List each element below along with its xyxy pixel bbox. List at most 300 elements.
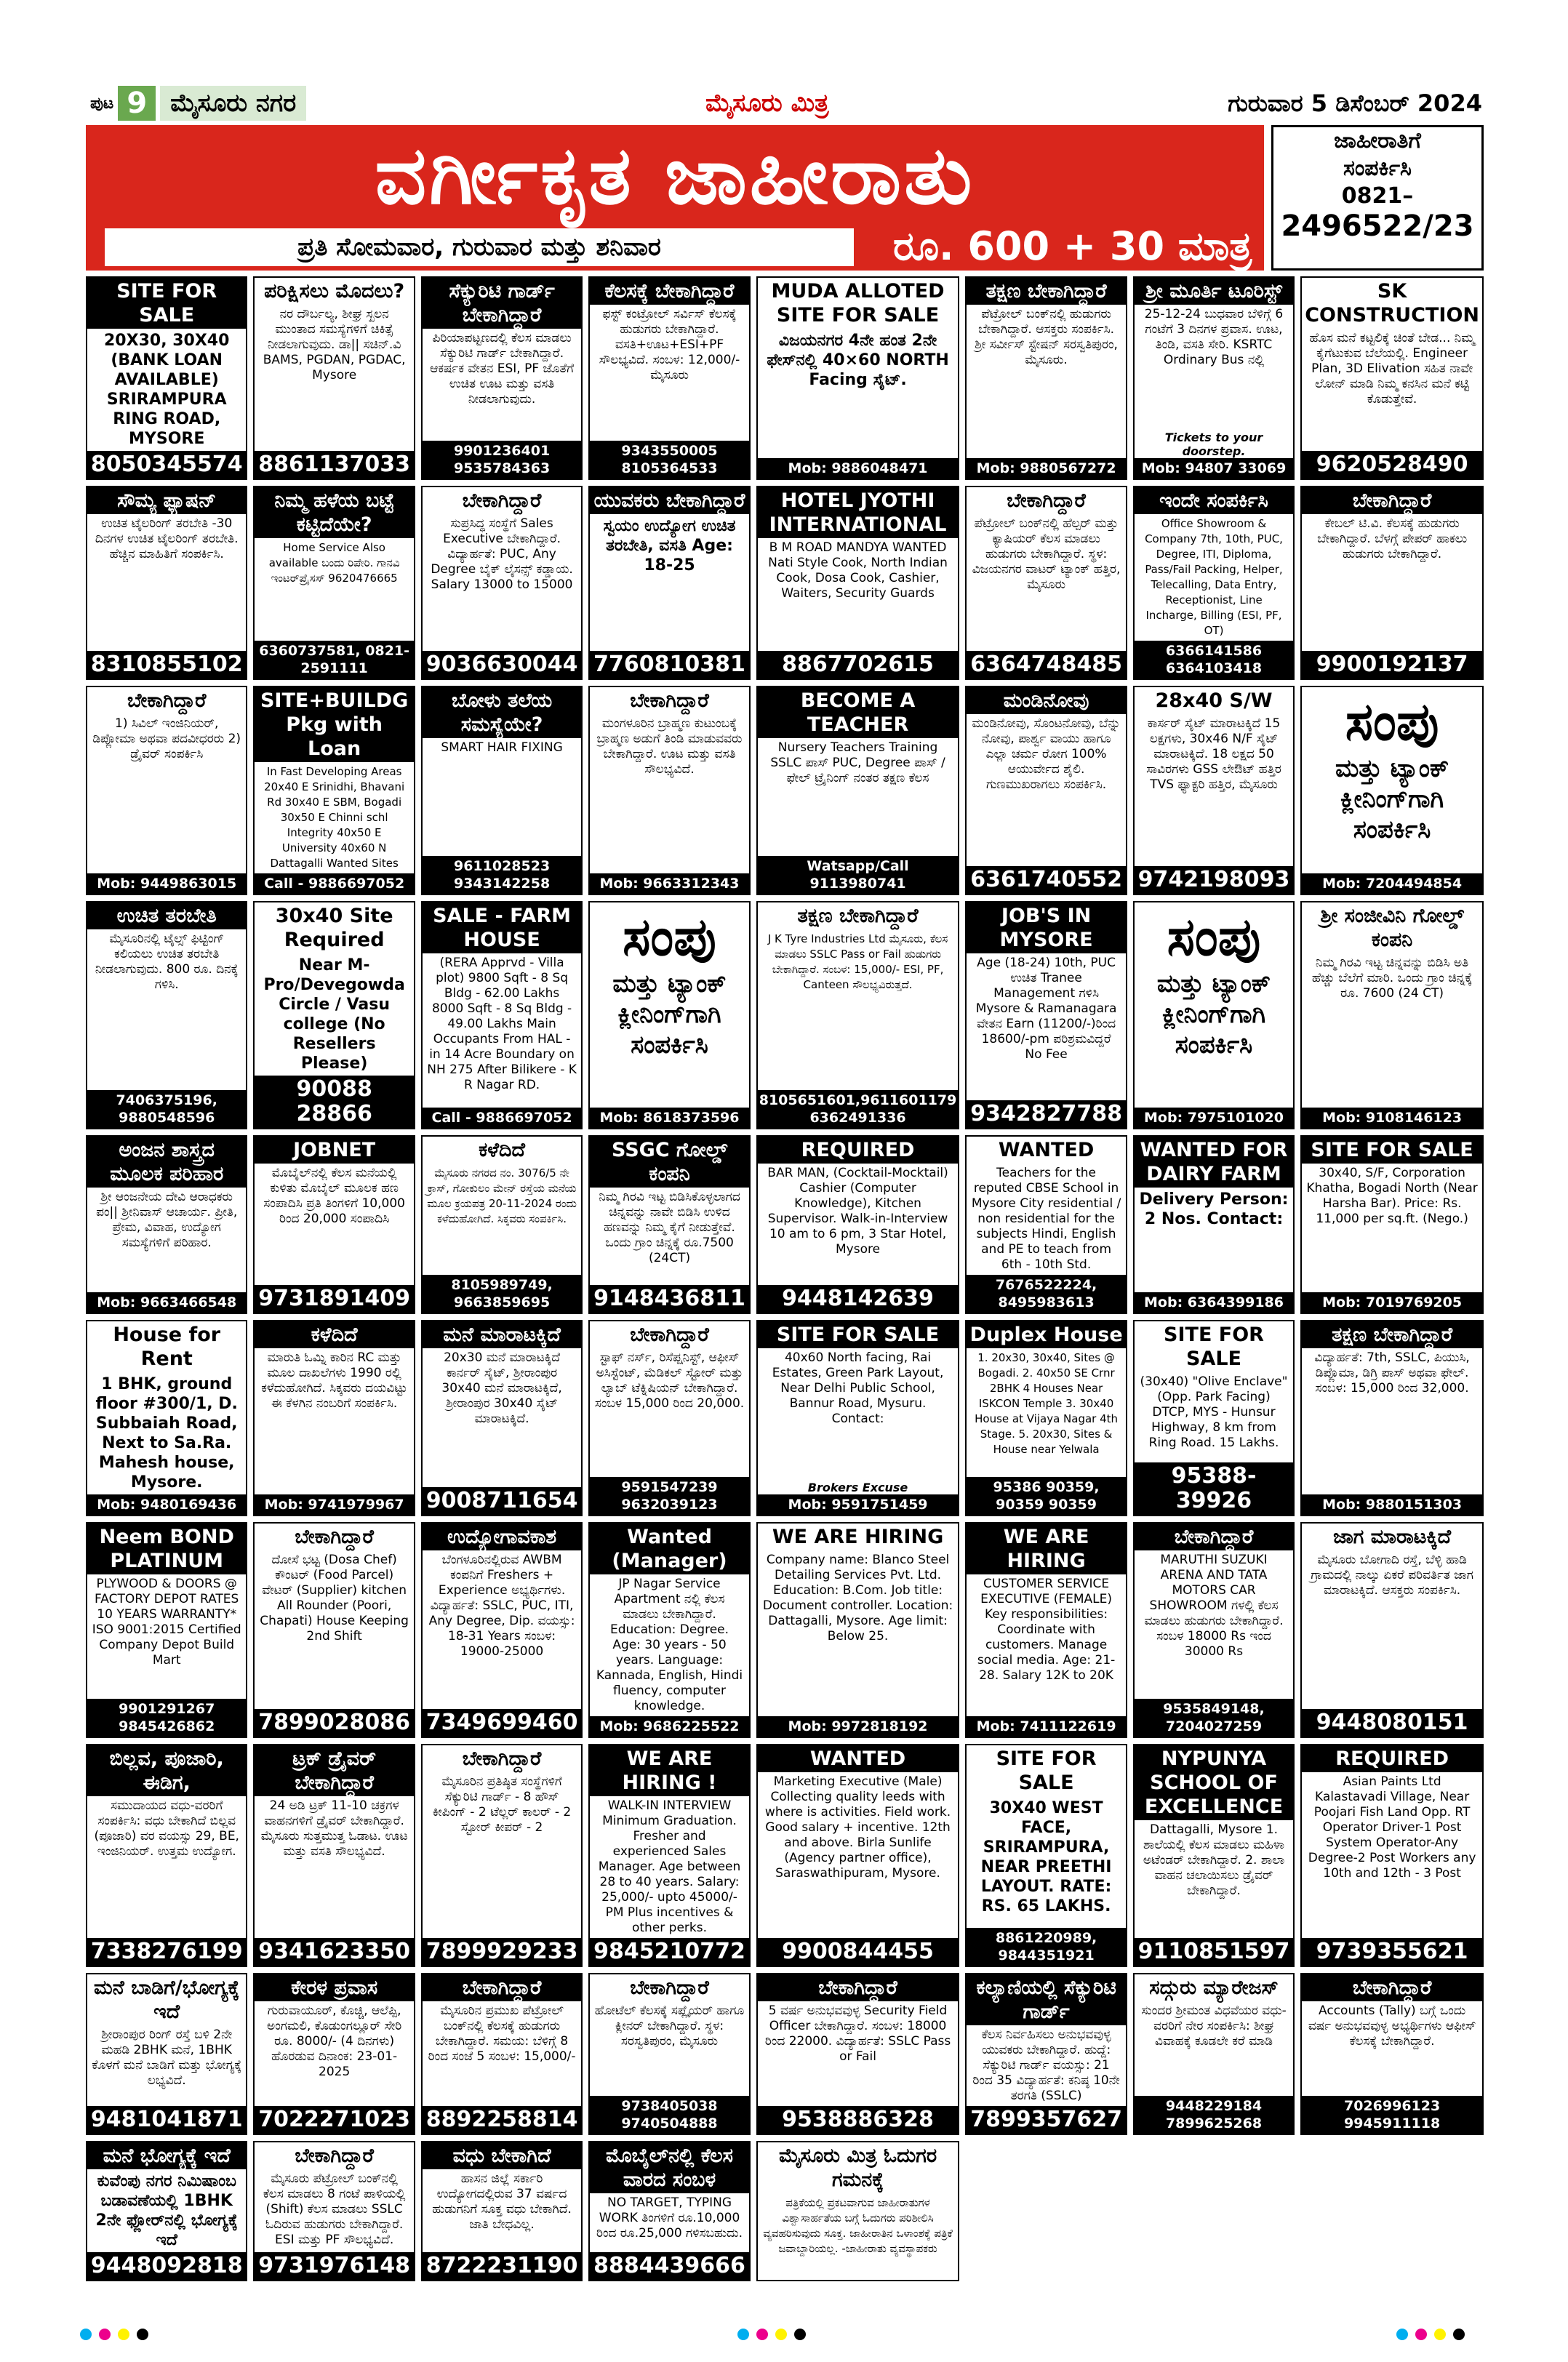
ad-body: 1 BHK, ground floor #300/1, D. Subbaiah Road, Next to Sa.Ra. Mahesh house, Mysore. <box>95 1375 238 1492</box>
classified-ad <box>421 486 583 680</box>
ad-sumpu-title: ಸಂಪು <box>1345 691 1439 752</box>
ad-body: ಶ್ರೀರಾಂಪುರ ರಿಂಗ್ ರಸ್ತೆ ಬಳಿ 2ನೇ ಮಹಡಿ 2BHK ಮನೆ, 1BHK ಕೊಳಗೆ ಮನೆ ಬಾಡಿಗೆ ಮತ್ತು ಭೋಗ್ಯಕ್ಕೆ ಲಭ್ಯವಿದೆ. <box>92 2027 242 2088</box>
ad-heading: ಕಲ್ಯಾಣಿಯಲ್ಲಿ ಸೆಕ್ಯುರಿಟಿ ಗಾರ್ಡ್ <box>967 1974 1125 2025</box>
page-indicator <box>86 86 306 121</box>
ad-heading: ಶ್ರೀ ಮೂರ್ತಿ ಟೂರಿಸ್ಟ್ <box>1135 278 1293 305</box>
ad-body: ಫಸ್ಟ್ ಕಂಟ್ರೋಲ್ ಸರ್ವಿಸ್ ಕೆಲಸಕ್ಕೆ ಹುಡುಗರು ಬೇಕಾಗಿದ್ದಾರೆ. ವಸತಿ+ಊಟ+ESI+PF ಸೌಲಭ್ಯವಿದೆ. ಸಂಬಳ: 12,000/- ಮೈಸೂರು <box>599 307 740 383</box>
ad-body: PLYWOOD & DOORS @ FACTORY DEPOT RATES 10 YEARS WARRANTY* ISO 9001:2015 Certified Company Depot Build Mart <box>92 1577 241 1668</box>
ad-phone: 7760810381 <box>590 651 748 678</box>
classified-ad <box>1133 276 1295 480</box>
ad-phone: 9620528490 <box>1302 451 1482 479</box>
ad-heading: ಬೇಕಾಗಿದ್ದಾರೆ <box>1135 1524 1293 1550</box>
ad-body: 30x40, S/F, Corporation Khatha, Bogadi North (Near Harsha Bar). Price: Rs. 11,000 per sq.ft. (Nego.) <box>1306 1166 1478 1226</box>
price-text: ರೂ. 600 + 30 ಮಾತ್ರ <box>893 223 1252 269</box>
paper-logo: ಮೈಸೂರು ಮಿತ್ರ <box>705 89 829 118</box>
classified-ad <box>1300 686 1484 895</box>
ad-heading: SITE+BUILDG Pkg with Loan <box>255 687 413 762</box>
classified-ad <box>965 901 1127 1129</box>
classified-ad <box>588 486 750 680</box>
ad-body: ಕೆಲಸ ನಿರ್ವಹಿಸಲು ಅನುಭವವುಳ್ಳ ಯುವಕರು ಬೇಕಾಗಿದ್ದಾರೆ. ಹುದ್ದೆ: ಸೆಕ್ಯುರಿಟಿ ಗಾರ್ಡ್ ವಯಸ್ಸು: 21 ರಿಂದ 35 ವಿದ್ಯಾರ್ಹತೆ: ಕನಿಷ್ಠ 10ನೇ ತರಗತಿ (SSLC) <box>972 2027 1120 2103</box>
classified-ad <box>756 1135 960 1314</box>
ad-phone: 9342827788 <box>967 1100 1125 1128</box>
classified-ad <box>253 1135 415 1314</box>
issue-date: ಗುರುವಾರ 5 ಡಿಸೆಂಬರ್ 2024 <box>1228 89 1482 117</box>
ad-phone: 8050345574 <box>87 451 246 479</box>
ad-heading: ಕಳೆದಿದೆ <box>479 1139 525 1161</box>
ad-heading: ಮನೆ ಬಾಡಿಗೆ/ಭೋಗ್ಯಕ್ಕೆ ಇದೆ <box>94 1977 240 2023</box>
classified-ad <box>253 901 415 1129</box>
classified-ad <box>421 276 583 480</box>
ad-phone: 9742198093 <box>1135 866 1293 894</box>
ad-body: 24 ಅಡಿ ಟ್ರಕ್ 11-10 ಚಕ್ರಗಳ ವಾಹನಗಳಿಗೆ ಡ್ರೈವರ್ ಬೇಕಾಗಿದ್ದಾರೆ. ಮೈಸೂರು ಸುತ್ತಮುತ್ತ ಓಡಾಟ. ಊಟ ಮತ್ತು ವಸತಿ ಸೌಲಭ್ಯವಿದೆ. <box>260 1798 408 1859</box>
classified-ad <box>1133 686 1295 895</box>
schedule-text: ಪ್ರತಿ ಸೋಮವಾರ, ಗುರುವಾರ ಮತ್ತು ಶನಿವಾರ <box>105 228 854 266</box>
ad-body: ಮೊಬೈಲ್‌ನಲ್ಲಿ ಕೆಲಸ ಮನೆಯಲ್ಲಿ ಕುಳಿತು ಮೊಬೈಲ್ ಮೂಲಕ ಹಣ ಸಂಪಾದಿಸಿ ಪ್ರತಿ ತಿಂಗಳಿಗೆ 10,000 ರಿಂದ 20,000 ಸಂಪಾದಿಸಿ <box>263 1166 405 1226</box>
classified-ad <box>1300 1744 1484 1967</box>
ad-body <box>1135 902 1293 1108</box>
ad-note: Tickets to your doorstep. <box>1164 431 1263 458</box>
ad-heading: ಬೇಕಾಗಿದ್ದಾರೆ <box>630 1324 709 1346</box>
color-dot-yellow <box>775 2329 787 2340</box>
ad-heading: Duplex House <box>967 1321 1125 1348</box>
ad-phone: 9448080151 <box>1302 1709 1482 1737</box>
color-dot-yellow <box>1434 2329 1446 2340</box>
page-title: ವರ್ಗೀಕೃತ ಜಾಹೀರಾತು <box>375 129 975 222</box>
ad-body: BAR MAN, (Cocktail-Mocktail) Cashier (Computer Knowledge), Kitchen Supervisor. Walk-in-Interview 10 am to 6 pm, 3 Star Hotel, Mysore <box>767 1166 948 1257</box>
classified-ad <box>1133 1744 1295 1967</box>
ad-body: ಪಿರಿಯಾಪಟ್ಟಣದಲ್ಲಿ ಕೆಲಸ ಮಾಡಲು ಸೆಕ್ಯುರಿಟಿ ಗಾರ್ಡ್ ಬೇಕಾಗಿದ್ದಾರೆ. ಆಕರ್ಷಕ ವೇತನ ESI, PF ಜೊತೆಗೆ ಉಚಿತ ಊಟ ಮತ್ತು ವಸತಿ ನೀಡಲಾಗುವುದು. <box>430 331 575 407</box>
ad-phone: 9900844455 <box>758 1938 959 1966</box>
ad-phone: Mob: 9972818192 <box>758 1716 959 1737</box>
contact-number: 2496522/23 <box>1281 209 1474 243</box>
page-number: 9 <box>118 86 156 121</box>
ad-body: ನರ ದೌರ್ಬಲ್ಯ, ಶೀಘ್ರ ಸ್ಖಲನ ಮುಂತಾದ ಸಮಸ್ಯೆಗಳಿಗೆ ಚಿಕಿತ್ಸೆ ನೀಡಲಾಗುವುದು. ಡಾ|| ಸಚಿನ್.ವಿ BAMS, PGDAN, PGDAC, Mysore <box>263 307 406 383</box>
ad-phone: 8722231190 <box>423 2252 581 2280</box>
ad-heading: ಸೌಮ್ಯ ಫ್ಯಾಷನ್ <box>87 487 246 514</box>
ad-phone: Mob: 9880567272 <box>967 458 1125 479</box>
classified-ad <box>253 1522 415 1738</box>
ad-phone: Mob: 7019769205 <box>1302 1292 1482 1313</box>
contact-box <box>1271 125 1484 271</box>
classified-ad <box>86 1320 247 1516</box>
ad-phone: 9448142639 <box>758 1285 959 1313</box>
ad-heading: 28x40 S/W <box>1155 689 1273 712</box>
ad-heading: NYPUNYA SCHOOL OF EXCELLENCE <box>1135 1745 1293 1820</box>
ad-phone: Mob: 9591751459 <box>758 1494 959 1515</box>
ad-phone: 9481041871 <box>87 2106 246 2134</box>
ad-phone: Mob: 9663466548 <box>87 1292 246 1313</box>
ad-body: ಮೈಸೂರು ನಗರದ ನಂ. 3076/5 ನೇ ಕ್ರಾಸ್, ಗೋಕುಲಂ ಮೇನ್ ರಸ್ತೆಯ ಮನೆಯ ಮೂಲ ಕ್ರಯಪತ್ರ 20-11-2024 ರಂದು ಕಳೆದುಹೋಗಿದೆ. ಸಿಕ್ಕವರು ಸಂಪರ್ಕಿಸಿ. <box>427 1166 577 1225</box>
contact-line1: ಜಾಹೀರಾತಿಗೆ <box>1334 128 1421 153</box>
ad-sumpu-sub: ಮತ್ತು ಟ್ಯಾಂಕ್ ಕ್ಲೀನಿಂಗ್‌ಗಾಗಿ ಸಂಪರ್ಕಿಸಿ <box>612 969 727 1060</box>
classified-ad <box>756 1522 960 1738</box>
ad-body: 20X30, 30X40 (BANK LOAN AVAILABLE) SRIRAMPURA RING ROAD, MYSORE <box>104 332 230 448</box>
classified-ad <box>965 1135 1127 1314</box>
ad-heading: 30x40 Site Required <box>275 905 393 951</box>
color-dot-black <box>1453 2329 1465 2340</box>
ad-body: Home Service Also available ಬಂದು ರಿಪೇರಿ. ಗಾನವಿ ಇಂಟರ್‌ಪ್ರೈಸಸ್ 9620476665 <box>268 541 400 585</box>
classified-ad <box>253 1320 415 1516</box>
ad-heading: ತಕ್ಷಣ ಬೇಕಾಗಿದ್ದಾರೆ <box>967 278 1125 305</box>
ad-body: ಪೆಟ್ರೋಲ್ ಬಂಕ್‌ನಲ್ಲಿ ಹುಡುಗರು ಬೇಕಾಗಿದ್ದಾರೆ. ಆಸಕ್ತರು ಸಂಪರ್ಕಿಸಿ. ಶ್ರೀ ಸರ್ವೀಸ್ ಸ್ಟೇಷನ್ ಸರಸ್ವತಿಪುರಂ, ಮೈಸೂರು. <box>975 307 1118 367</box>
classified-ad <box>588 686 750 895</box>
ad-phone: 8867702615 <box>758 651 959 678</box>
classified-ad <box>1300 1973 1484 2135</box>
ad-heading: ಮನೆ ಮಾರಾಟಕ್ಕಿದೆ <box>423 1321 581 1348</box>
classified-ad <box>253 1744 415 1967</box>
ad-body: ಮೈಸೂರಿನ ಪ್ರಮುಖ ಪೆಟ್ರೋಲ್ ಬಂಕ್‌ನಲ್ಲಿ ಕೆಲಸಕ್ಕೆ ಹುಡುಗರು ಬೇಕಾಗಿದ್ದಾರೆ. ಸಮಯ: ಬೆಳಿಗ್ಗೆ 8 ರಿಂದ ಸಂಜೆ 5 ಸಂಬಳ: 15,000/- <box>428 2003 576 2064</box>
ad-heading: JOBNET <box>255 1137 413 1164</box>
ad-body: ದೋಸೆ ಭಟ್ಟ (Dosa Chef) ಕೌಂಟರ್ (Food Parcel) ವೇಟರ್ (Supplier) kitchen All Rounder (Poori, Chapati) House Keeping 2nd Shift <box>260 1553 409 1644</box>
ad-heading: House for Rent <box>113 1324 221 1370</box>
ad-body: ಕುವೆಂಪು ನಗರ ನಿಮಿಷಾಂಬ ಬಡಾವಣೆಯಲ್ಲಿ 1BHK 2ನೇ ಫ್ಲೋರ್‌ನಲ್ಲಿ ಭೋಗ್ಯಕ್ಕೆ ಇದೆ <box>95 2172 238 2249</box>
ad-body: Teachers for the reputed CBSE School in Mysore City residential / non residential for the subjects Hindi, English and PE to teach from 6th - 10th Std. <box>971 1166 1121 1272</box>
ad-phone: 95386 90359, 90359 90359 <box>967 1477 1125 1515</box>
ad-phone: 8105989749, 9663859695 <box>423 1275 581 1313</box>
classified-ad <box>588 1973 750 2135</box>
ad-body: ಸ್ವಯಂ ಉದ್ಯೋಗ ಉಚಿತ ತರಬೇತಿ, ವಸತಿ Age: 18-25 <box>603 517 736 575</box>
classified-ad <box>965 1522 1127 1738</box>
ad-body: ಕಾರ್ಸರ್ ಸೈಟ್ ಮಾರಾಟಕ್ಕಿದೆ 15 ಲಕ್ಷಗಳು, 30x46 N/F ಸೈಟ್ ಮಾರಾಟಕ್ಕಿದೆ. 18 ಲಕ್ಷದ 50 ಸಾವಿರಗಳು GSS ಲೇಔಟ್ ಹತ್ತಿರ TVS ಫ್ಯಾಕ್ಟರಿ ಹತ್ತಿರ, ಮೈಸೂರು <box>1146 716 1281 792</box>
ad-heading: ಬೇಕಾಗಿದ್ದಾರೆ <box>1302 487 1482 514</box>
ad-heading: ಯುವಕರು ಬೇಕಾಗಿದ್ದಾರೆ <box>590 487 748 514</box>
classified-ad <box>1133 1320 1295 1516</box>
ad-note: Brokers Excuse <box>807 1481 908 1494</box>
classified-ad <box>253 1973 415 2135</box>
ad-phone: Mob: 7411122619 <box>967 1716 1125 1737</box>
classified-ad <box>1300 486 1484 680</box>
ad-body: B M ROAD MANDYA WANTED Nati Style Cook, North Indian Cook, Dosa Cook, Cashier, Waiters, Security Guards <box>768 540 948 601</box>
ad-phone: 7899929233 <box>423 1938 581 1966</box>
ad-phone: 9448092818 <box>87 2252 246 2280</box>
ad-phone: 9901291267 9845426862 <box>87 1699 246 1737</box>
ad-heading: ಮನೆ ಭೋಗ್ಯಕ್ಕೆ ಇದೆ <box>87 2142 246 2169</box>
ad-phone: 9901236401 9535784363 <box>423 441 581 479</box>
ad-phone: 7349699460 <box>423 1709 581 1737</box>
classified-ad <box>1133 486 1295 680</box>
ad-body: ಮೈಸೂರು ಪೆಟ್ರೋಲ್ ಬಂಕ್‌ನಲ್ಲಿ ಕೆಲಸ ಮಾಡಲು 8 ಗಂಟೆ ಪಾಳಿಯಲ್ಲಿ (Shift) ಕೆಲಸ ಮಾಡಲು SSLC ಓದಿರುವ ಹುಡುಗರು ಬೇಕಾಗಿದ್ದಾರೆ. ESI ಮತ್ತು PF ಸೌಲಭ್ಯವಿದೆ. <box>263 2171 406 2247</box>
ad-body: Nursery Teachers Training SSLC ಪಾಸ್ PUC, Degree ಪಾಸ್ / ಫೇಲ್ ಟ್ರೈನಿಂಗ್ ನಂತರ ತಕ್ಷಣ ಕೆಲಸ <box>770 740 945 785</box>
ad-heading: REQUIRED <box>1302 1745 1482 1772</box>
ad-body: ಮಂಡಿನೋವು, ಸೊಂಟನೋವು, ಬೆನ್ನು ನೋವು, ಪಾರ್ಶ್ವ ವಾಯು ಹಾಗೂ ಎಲ್ಲಾ ಚರ್ಮ ರೋಗ 100% ಆಯುರ್ವೇದ ಶೈಲಿ. ಗುಣಮುಖರಾಗಲು ಸಂಪರ್ಕಿಸಿ. <box>972 716 1121 792</box>
ad-phone: Mob: 9480169436 <box>87 1494 246 1515</box>
ad-heading: ಮೊಬೈಲ್‌ನಲ್ಲಿ ಕೆಲಸ ವಾರದ ಸಂಬಳ <box>590 2142 748 2193</box>
classified-ad <box>86 1973 247 2135</box>
classified-header <box>86 125 1264 271</box>
ad-phone: 8884439666 <box>590 2252 748 2280</box>
ad-heading: ವಧು ಬೇಕಾಗಿದೆ <box>423 2142 581 2169</box>
ad-body: Asian Paints Ltd Kalastavadi Village, Near Poojari Fish Land Opp. RT Operator Driver-1 Post System Operator-Any Degree-2 Post Workers any 10th and 12th - 3 Post <box>1308 1774 1476 1881</box>
classified-ad <box>756 686 960 895</box>
ad-body: Accounts (Tally) ಬಗ್ಗೆ ಒಂದು ವರ್ಷ ಅನುಭವವುಳ್ಳ ಅಭ್ಯರ್ಥಿಗಳು ಆಫೀಸ್ ಕೆಲಸಕ್ಕೆ ಬೇಕಾಗಿದ್ದಾರೆ. <box>1308 2003 1476 2049</box>
classified-ad <box>588 1522 750 1738</box>
classified-ad <box>421 901 583 1129</box>
classified-ad <box>588 2141 750 2281</box>
classified-ad <box>588 276 750 480</box>
ad-phone: 9731891409 <box>255 1285 413 1313</box>
ad-heading: ತಕ್ಷಣ ಬೇಕಾಗಿದ್ದಾರೆ <box>797 905 919 927</box>
classified-ad <box>1133 1973 1295 2135</box>
ad-phone: 9739355621 <box>1302 1938 1482 1966</box>
ad-sumpu-sub: ಮತ್ತು ಟ್ಯಾಂಕ್ ಕ್ಲೀನಿಂಗ್‌ಗಾಗಿ ಸಂಪರ್ಕಿಸಿ <box>1335 754 1449 844</box>
color-dot-magenta <box>99 2329 111 2340</box>
ad-heading: JOB'S IN MYSORE <box>967 902 1125 953</box>
ad-phone: 7338276199 <box>87 1938 246 1966</box>
classified-ad <box>588 1320 750 1516</box>
ad-body: ಮಂಗಳೂರಿನ ಬ್ರಾಹ್ಮಣ ಕುಟುಂಬಕ್ಕೆ ಬ್ರಾಹ್ಮಣ ಅಡುಗೆ ತಿಂಡಿ ಮಾಡುವವರು ಬೇಕಾಗಿದ್ದಾರೆ. ಊಟ ಮತ್ತು ವಸತಿ ಸೌಲಭ್ಯವಿದೆ. <box>596 716 743 777</box>
ad-body: ಹೋಟೆಲ್ ಕೆಲಸಕ್ಕೆ ಸಪ್ಲೈಯರ್ ಹಾಗೂ ಕ್ಲೀನರ್ ಬೇಕಾಗಿದ್ದಾರೆ. ಸ್ಥಳ: ಸರಸ್ವತಿಪುರಂ, ಮೈಸೂರು <box>594 2003 745 2049</box>
ad-heading: ಬೇಕಾಗಿದ್ದಾರೆ <box>127 689 207 712</box>
ad-body: Marketing Executive (Male) Collecting quality leeds with where is activities. Field work. Good salary + incentive. 12th and above. Birla Sunlife (Agency partner office), Saraswathipuram, Mysore. <box>764 1774 951 1881</box>
ad-phone: Mob: 9108146123 <box>1302 1108 1482 1128</box>
ad-body: ಸುಪ್ರಸಿದ್ಧ ಸಂಸ್ಥೆಗೆ Sales Executive ಬೇಕಾಗಿದ್ದಾರೆ. ವಿದ್ಯಾರ್ಹತೆ: PUC, Any Degree ಬೈಕ್ ಲೈಸನ್ಸ್ ಕಡ್ಡಾಯ. Salary 13000 to 15000 <box>431 516 573 592</box>
ad-heading: WANTED <box>758 1745 959 1772</box>
ad-heading: MUDA ALLOTED SITE FOR SALE <box>771 280 945 327</box>
ad-heading: WE ARE HIRING ! <box>590 1745 748 1796</box>
ad-heading: ನಿಮ್ಮ ಹಳೆಯ ಬಟ್ಟೆ ಕಟ್ಟಿದೆಯೇ? <box>255 487 413 538</box>
color-dot-black <box>137 2329 148 2340</box>
ad-phone: 9611028523 9343142258 <box>423 856 581 894</box>
ad-phone: Mob: 9663312343 <box>590 873 748 894</box>
ad-heading: ಬೇಕಾಗಿದ್ದಾರೆ <box>1302 1974 1482 2001</box>
ad-sumpu-title: ಸಂಪು <box>1167 906 1261 967</box>
classified-ad <box>965 686 1127 895</box>
classified-ad <box>1300 901 1484 1129</box>
color-dot-cyan <box>1396 2329 1408 2340</box>
ad-phone: 90088 28866 <box>255 1076 413 1128</box>
ad-body: Near M-Pro/Devegowda Circle / Vasu college (No Resellers Please) <box>263 956 405 1073</box>
ad-body: ಪೆಟ್ರೋಲ್ ಬಂಕ್‌ನಲ್ಲಿ ಹೆಲ್ಪರ್ ಮತ್ತು ಕ್ಯಾಷಿಯರ್ ಕೆಲಸ ಮಾಡಲು ಹುಡುಗರು ಬೇಕಾಗಿದ್ದಾರೆ. ಸ್ಥಳ: ವಿಜಯನಗರ ವಾಟರ್ ಟ್ಯಾಂಕ್ ಹತ್ತಿರ, ಮೈಸೂರು <box>972 516 1121 592</box>
color-dot-cyan <box>80 2329 92 2340</box>
ad-phone: 8861220989, 9844351921 <box>967 1928 1125 1966</box>
ad-phone: 7899028086 <box>255 1709 413 1737</box>
classified-ad <box>588 1135 750 1314</box>
ad-heading: ಉಚಿತ ತರಬೇತಿ <box>87 902 246 929</box>
ad-phone: 9900192137 <box>1302 651 1482 678</box>
classified-ad <box>1300 1320 1484 1516</box>
ad-phone: 9341623350 <box>255 1938 413 1966</box>
classified-ad <box>86 1744 247 1967</box>
ad-phone: 7676522224, 8495983613 <box>967 1275 1125 1313</box>
ad-heading: ಬೇಕಾಗಿದ್ದಾರೆ <box>295 2145 374 2167</box>
classified-ad <box>253 686 415 895</box>
classified-ad <box>421 1973 583 2135</box>
ad-heading: ಬೋಳು ತಲೆಯ ಸಮಸ್ಯೆಯೇ? <box>423 687 581 738</box>
ad-heading: SSGC ಗೋಲ್ಡ್ ಕಂಪನಿ <box>590 1137 748 1188</box>
classified-ad <box>1133 1522 1295 1738</box>
ad-heading: SK CONSTRUCTION <box>1305 280 1479 327</box>
classified-ad <box>86 686 247 895</box>
ad-phone: Watsapp/Call 9113980741 <box>758 856 959 894</box>
ad-phone: 6366141586 6364103418 <box>1135 641 1293 678</box>
ad-heading: WE ARE HIRING <box>772 1526 944 1548</box>
section-city: ಮೈಸೂರು ನಗರ <box>160 86 306 121</box>
ad-body <box>1302 687 1482 873</box>
ad-phone: 9535849148, 7204027259 <box>1135 1699 1293 1737</box>
ad-phone: 7022271023 <box>255 2106 413 2134</box>
ad-body: ಮೈಸೂರು ಬೋಗಾದಿ ರಸ್ತೆ, ಬೆಳ್ಳಿ ಹಾಡಿ ಗ್ರಾಮದಲ್ಲಿ ನಾಲ್ಕು ಏಕರೆ ಪರಿವರ್ತಿತ ಜಾಗ ಮಾರಾಟಕ್ಕಿದೆ. ಆಸಕ್ತರು ಸಂಪರ್ಕಿಸಿ. <box>1311 1553 1473 1598</box>
ad-heading: ಬೇಕಾಗಿದ್ದಾರೆ <box>295 1526 374 1548</box>
ad-sumpu-sub: ಮತ್ತು ಟ್ಯಾಂಕ್ ಕ್ಲೀನಿಂಗ್‌ಗಾಗಿ ಸಂಪರ್ಕಿಸಿ <box>1156 969 1271 1060</box>
classified-ad <box>253 2141 415 2281</box>
ad-phone: 9731976148 <box>255 2252 413 2280</box>
ad-heading: Wanted (Manager) <box>590 1524 748 1574</box>
ad-body: SMART HAIR FIXING <box>441 740 563 755</box>
ads-grid <box>86 276 1484 2282</box>
ad-body: ವಿದ್ಯಾರ್ಹತೆ: 7th, SSLC, ಪಿಯುಸಿ, ಡಿಪ್ಲೊಮಾ, ಡಿಗ್ರಿ ಪಾಸ್ ಅಥವಾ ಫೇಲ್. ಸಂಬಳ: 15,000 ರಿಂದ 32,000. <box>1314 1350 1470 1396</box>
ad-body: ವಿಜಯನಗರ 4ನೇ ಹಂತ 2ನೇ ಫೇಸ್‌ನಲ್ಲಿ 40×60 NORTH Facing ಸೈಟ್. <box>767 332 949 389</box>
ad-body: ಬೆಂಗಳೂರಿನಲ್ಲಿರುವ AWBM ಕಂಪನಿಗೆ Freshers + Experience ಅಭ್ಯರ್ಥಿಗಳು. ವಿದ್ಯಾರ್ಹತೆ: SSLC, PUC, ITI, Any Degree, Dip. ವಯಸ್ಸು: 18-31 Years ಸಂಬಳ: 19000-25000 <box>428 1553 575 1659</box>
ad-body: 25-12-24 ಬುಧವಾರ ಬೆಳಿಗ್ಗೆ 6 ಗಂಟೆಗೆ 3 ದಿನಗಳ ಪ್ರವಾಸ. ಊಟ, ತಿಂಡಿ, ವಸತಿ ಸೇರಿ. KSRTC Ordinary Bus ನಲ್ಲಿ <box>1144 307 1284 367</box>
ad-body: ಹಾಸನ ಜಿಲ್ಲೆ ಸರ್ಕಾರಿ ಉದ್ಯೋಗದಲ್ಲಿರುವ 37 ವರ್ಷದ ಹುಡುಗನಿಗೆ ಸೂಕ್ತ ವಧು ಬೇಕಾಗಿದೆ. ಜಾತಿ ಬೇಧವಿಲ್ಲ. <box>432 2171 572 2232</box>
ad-body: ಸುಂದರ ಶ್ರೀಮಂತ ವಿಧವೆಯರ ವಧು-ವರರಿಗೆ ನೇರ ಸಂಪರ್ಕಿಸಿ: ಶೀಘ್ರ ವಿವಾಹಕ್ಕೆ ಕೂಡಲೇ ಕರೆ ಮಾಡಿ <box>1141 2003 1287 2049</box>
classified-ad <box>253 276 415 480</box>
ad-phone: Call - 9886697052 <box>255 873 413 894</box>
print-color-bar <box>0 2324 1568 2346</box>
ad-phone: Mob: 8618373596 <box>590 1108 748 1128</box>
ad-heading: ಪರಿಕ್ಷಿಸಲು ಮೊದಲು? <box>264 280 405 303</box>
ad-phone: Mob: 9449863015 <box>87 873 246 894</box>
ad-phone: 9845210772 <box>590 1938 748 1966</box>
classified-ad <box>86 486 247 680</box>
ad-heading: ತಕ್ಷಣ ಬೇಕಾಗಿದ್ದಾರೆ <box>1302 1321 1482 1348</box>
classified-ad <box>756 2141 960 2281</box>
ad-phone: 7406375196, 9880548596 <box>87 1090 246 1128</box>
ad-body: CUSTOMER SERVICE EXECUTIVE (FEMALE) Key responsibilities: Coordinate with customers. Manage social media. Age: 21-28. Salary 12K to 20K <box>977 1577 1116 1683</box>
page-label: ಪುಟ <box>90 94 114 113</box>
ad-heading: ಬೇಕಾಗಿದ್ದಾರೆ <box>758 1974 959 2001</box>
classified-ad <box>86 901 247 1129</box>
classified-ad <box>588 1744 750 1967</box>
ad-heading: ಅಂಜನ ಶಾಸ್ತ್ರದ ಮೂಲಕ ಪರಿಹಾರ <box>87 1137 246 1188</box>
classified-ad <box>421 1522 583 1738</box>
classified-ad <box>421 2141 583 2281</box>
classified-ad <box>1133 901 1295 1129</box>
classified-ad <box>86 1522 247 1738</box>
ad-heading: BECOME A TEACHER <box>758 687 959 738</box>
ad-phone: 9343550005 8105364533 <box>590 441 748 479</box>
ad-phone: 7026996123 9945911118 <box>1302 2096 1482 2134</box>
ad-heading: ಬೇಕಾಗಿದ್ದಾರೆ <box>630 1977 709 1999</box>
ad-body: ಮೈಸೂರಿನಲ್ಲಿ ಟೈಲ್ಸ್ ಫಿಟ್ಟಿಂಗ್ ಕಲಿಯಲು ಉಚಿತ ತರಬೇತಿ ನೀಡಲಾಗುವುದು. 800 ರೂ. ದಿನಕ್ಕೆ ಗಳಿಸಿ. <box>95 932 239 992</box>
contact-line3: 0821– <box>1341 183 1414 209</box>
ad-body: ಮೈಸೂರಿನ ಪ್ರತಿಷ್ಠಿತ ಸಂಸ್ಥೆಗಳಿಗೆ ಸೆಕ್ಯುರಿಟಿ ಗಾರ್ಡ್ - 8 ಹೌಸ್ ಕೀಪಿಂಗ್ - 2 ಟೆಲ್ಲರ್ ಕಾಲರ್ - 2 ಸ್ಟೋರ್ ಕೀಪರ್ - 2 <box>432 1774 572 1835</box>
ad-heading: WANTED FOR DAIRY FARM <box>1135 1137 1293 1188</box>
ad-body: ಪತ್ರಿಕೆಯಲ್ಲಿ ಪ್ರಕಟವಾಗುವ ಜಾಹೀರಾತುಗಳ ವಿಶ್ವಾಸಾರ್ಹತೆಯ ಬಗ್ಗೆ ಓದುಗರು ಪರಿಶೀಲಿಸಿ ವ್ಯವಹರಿಸುವುದು ಸೂಕ್ತ. ಜಾಹೀರಾತಿನ ಒಳಾಂಶಕ್ಕೆ ಪತ್ರಿಕೆ ಜವಾಬ್ದಾರಿಯಲ್ಲ. -ಜಾಹೀರಾತು ವ್ಯವಸ್ಥಾಪಕರು <box>763 2196 953 2255</box>
color-dot-yellow <box>118 2329 129 2340</box>
ad-phone: 8892258814 <box>423 2106 581 2134</box>
ad-heading: ಇಂದೇ ಸಂಪರ್ಕಿಸಿ <box>1135 487 1293 514</box>
ad-heading: ಕಳೆದಿದೆ <box>255 1321 413 1348</box>
classified-ad <box>86 276 247 480</box>
ad-phone: 7899357627 <box>967 2106 1125 2134</box>
ad-body: Dattagalli, Mysore 1. ಶಾಲೆಯಲ್ಲಿ ಕೆಲಸ ಮಾಡಲು ಮಹಿಳಾ ಅಟೆಂಡರ್ ಬೇಕಾಗಿದ್ದಾರೆ. 2. ಶಾಲಾ ವಾಹನ ಚಲಾಯಿಸಲು ಡ್ರೈವರ್ ಬೇಕಾಗಿದ್ದಾರೆ. <box>1143 1822 1285 1898</box>
classified-ad <box>1300 1522 1484 1738</box>
ad-body: ಉಚಿತ ಟೈಲರಿಂಗ್ ತರಬೇತಿ -30 ದಿನಗಳ ಉಚಿತ ಟೈಲರಿಂಗ್ ತರಬೇತಿ. ಹೆಚ್ಚಿನ ಮಾಹಿತಿಗೆ ಸಂಪರ್ಕಿಸಿ. <box>95 516 239 561</box>
ad-heading: ಶ್ರೀ ಸಂಜೀವಿನಿ ಗೋಲ್ಡ್ ಕಂಪನಿ <box>1320 905 1464 951</box>
ad-phone: 6364748485 <box>967 651 1125 678</box>
ad-body: ಗುರುವಾಯೂರ್, ಕೊಚ್ಚಿ, ಆಲೆಪ್ಪಿ, ಅಂಗಮಲಿ, ಕೊಡುಂಗಲ್ಲೂರ್ ಸೇರಿ ರೂ. 8000/- (4 ದಿನಗಳು) ಹೊರಡುವ ದಿನಾಂಕ: 23-01-2025 <box>267 2003 402 2079</box>
ad-heading: ಜಾಗ ಮಾರಾಟಕ್ಕಿದೆ <box>1333 1526 1452 1548</box>
ad-heading: ಕೆಲಸಕ್ಕೆ ಬೇಕಾಗಿದ್ದಾರೆ <box>590 278 748 305</box>
color-dot-cyan <box>737 2329 749 2340</box>
ad-heading: SITE FOR SALE <box>758 1321 959 1348</box>
ad-heading: ಬೇಕಾಗಿದ್ದಾರೆ <box>1007 489 1086 512</box>
ad-phone: 9538886328 <box>758 2106 959 2134</box>
ad-heading: ಬೇಕಾಗಿದ್ದಾರೆ <box>630 689 709 712</box>
classified-ad <box>756 1744 960 1967</box>
classified-ad <box>588 901 750 1129</box>
classified-ad <box>756 901 960 1129</box>
masthead <box>86 84 1482 122</box>
ad-heading: ಕೇರಳ ಪ್ರವಾಸ <box>255 1974 413 2001</box>
ad-phone: 8310855102 <box>87 651 246 678</box>
ad-heading: ಟ್ರಕ್ ಡ್ರೈವರ್ ಬೇಕಾಗಿದ್ದಾರೆ <box>255 1745 413 1796</box>
ad-phone: Mob: 9880151303 <box>1302 1494 1482 1515</box>
color-dot-black <box>794 2329 806 2340</box>
ad-body: (RERA Apprvd - Villa plot) 9800 Sqft - 8 Sq Bldg - 62.00 Lakhs 8000 Sqft - 8 Sq Bldg - 49.00 Lakhs Main Occupants From HAL - in 14 Acre Boundary on NH 275 After Bilikere - K R Nagar RD. <box>427 956 577 1092</box>
classified-ad <box>965 276 1127 480</box>
ad-phone: 8105651601,9611601179 6362491336 <box>758 1090 959 1128</box>
classified-ad <box>421 1135 583 1314</box>
classified-ad <box>86 2141 247 2281</box>
classified-ad <box>253 486 415 680</box>
ad-body: ಶ್ರೀ ಆಂಜನೇಯ ದೇವಿ ಆರಾಧಕರು ಪಂ|| ಶ್ರೀನಿವಾಸ್ ಆಚಾರ್ಯ. ಪ್ರೀತಿ, ಪ್ರೇಮ, ವಿವಾಹ, ಉದ್ಯೋಗ ಸಮಸ್ಯೆಗಳಿಗೆ ಪರಿಹಾರ. <box>96 1190 238 1250</box>
classified-ad <box>1300 276 1484 480</box>
classified-ad <box>965 1744 1127 1967</box>
ad-phone: Mob: 7204494854 <box>1302 873 1482 894</box>
classified-ad <box>86 1135 247 1314</box>
classified-ad <box>756 276 960 480</box>
ad-heading: WE ARE HIRING <box>967 1524 1125 1574</box>
ad-phone: Call - 9886697052 <box>423 1108 581 1128</box>
ad-heading: ಬಿಲ್ಲವ, ಪೂಜಾರಿ, ಈಡಿಗ, <box>87 1745 246 1796</box>
ad-phone: 9110851597 <box>1135 1938 1293 1966</box>
ad-heading: REQUIRED <box>758 1137 959 1164</box>
contact-line2: ಸಂಪರ್ಕಿಸಿ <box>1343 156 1412 181</box>
ad-heading: ಉದ್ಯೋಗಾವಕಾಶ <box>423 1524 581 1550</box>
ad-body: ಹೊಸ ಮನೆ ಕಟ್ಟಲಿಕ್ಕೆ ಚಿಂತೆ ಬೇಡ... ನಿಮ್ಮ ಕೈಗೆಟುಕುವ ಬೆಲೆಯಲ್ಲಿ. Engineer Plan, 3D Elivation ಸಹಿತ ನಾವೇ ಲೋನ್ ಮಾಡಿ ನಿಮ್ಮ ಕನಸಿನ ಮನೆ ಕಟ್ಟಿ ಕೊಡುತ್ತೇವೆ. <box>1309 331 1475 407</box>
ad-body: WALK-IN INTERVIEW Minimum Graduation. Fresher and experienced Sales Manager. Age between 28 to 40 years. Salary: 25,000/- upto 45000/- PM Plus incentives & other perks. <box>598 1798 741 1935</box>
ad-body: 20x30 ಮನೆ ಮಾರಾಟಕ್ಕಿದೆ ಕಾರ್ನರ್ ಸೈಟ್, ಶ್ರೀರಾಂಪುರ 30x40 ಮನೆ ಮಾರಾಟಕ್ಕಿದೆ, ಶ್ರೀರಾಂಪುರ 30x40 ಸೈಟ್ ಮಾರಾಟಕ್ಕಿದೆ. <box>441 1350 562 1426</box>
ad-body: 40x60 North facing, Rai Estates, Green Park Layout, Near Delhi Public School, Bannur Road, Mysuru. Contact: <box>772 1350 944 1426</box>
classified-ad <box>756 1320 960 1516</box>
ad-heading: SITE FOR SALE <box>1164 1324 1264 1370</box>
ad-heading: ಸೆಕ್ಯುರಿಟಿ ಗಾರ್ಡ್ ಬೇಕಾಗಿದ್ದಾರೆ <box>423 278 581 329</box>
ad-phone: Mob: 9686225522 <box>590 1716 748 1737</box>
ad-heading: WANTED <box>998 1139 1095 1161</box>
ad-phone: Mob: 9886048471 <box>758 458 959 479</box>
ad-heading: SITE FOR SALE <box>1302 1137 1482 1164</box>
ad-sumpu-title: ಸಂಪು <box>623 906 716 967</box>
ad-heading: SITE FOR SALE <box>996 1748 1097 1794</box>
ad-body: ಮಾರುತಿ ಓಮ್ನಿ ಕಾರಿನ RC ಮತ್ತು ಮೂಲ ದಾಖಲೆಗಳು 1990 ರಲ್ಲಿ ಕಳೆದುಹೋಗಿದೆ. ಸಿಕ್ಕವರು ದಯವಿಟ್ಟು ಈ ಕೆಳಗಿನ ನಂಬರಿಗೆ ಸಂಪರ್ಕಿಸಿ. <box>261 1350 408 1411</box>
ad-heading: ಸದ್ಗುರು ಮ್ಯಾರೇಜಸ್ <box>1149 1977 1279 1999</box>
ad-body: ಸ್ಟಾಫ್ ನರ್ಸ್, ರಿಸೆಪ್ಷನಿಸ್ಟ್, ಆಫೀಸ್ ಅಸಿಸ್ಟೆಂಟ್, ಮೆಡಿಕಲ್ ಸ್ಟೋರ್ ಮತ್ತು ಲ್ಯಾಬ್ ಟೆಕ್ನಿಷಿಯನ್ ಬೇಕಾಗಿದ್ದಾರೆ. ಸಂಬಳ 15,000 ರಿಂದ 20,000. <box>594 1350 745 1411</box>
ad-phone: 9591547239 9632039123 <box>590 1477 748 1515</box>
ad-phone: Mob: 9741979967 <box>255 1494 413 1515</box>
classified-ad <box>965 486 1127 680</box>
ad-heading: ಬೇಕಾಗಿದ್ದಾರೆ <box>423 1974 581 2001</box>
ad-body: J K Tyre Industries Ltd ಮೈಸೂರು, ಕೆಲಸ ಮಾಡಲು SSLC Pass or Fail ಹುಡುಗರು ಬೇಕಾಗಿದ್ದಾರೆ. ಸಂಬಳ: 15,000/- ESI, PF, Canteen ಸೌಲಭ್ಯವಿರುತ್ತದೆ. <box>767 932 948 991</box>
color-dot-magenta <box>756 2329 768 2340</box>
ad-body: 1. 20x30, 30x40, Sites @ Bogadi. 2. 40x50 SE Crnr 2BHK 4 Houses Near ISKCON Temple 3. 30x40 House at Vijaya Nagar 4th Stage. 5. 20x30, Sites & House near Yelwala <box>975 1351 1119 1456</box>
ad-phone: 9036630044 <box>423 651 581 678</box>
ad-body: ನಿಮ್ಮ ಗಿರವಿ ಇಟ್ಟ ಬಿಡಿಸಿಕೊಳ್ಳಲಾಗದ ಚಿನ್ನವನ್ನು ನಾವೇ ಬಿಡಿಸಿ ಉಳಿದ ಹಣವನ್ನು ನಿಮ್ಮ ಕೈಗೆ ನೀಡುತ್ತೇವೆ. ಒಂದು ಗ್ರಾಂ ಚಿನ್ನಕ್ಕೆ ರೂ.7500 (24CT) <box>599 1190 740 1265</box>
ad-heading: SITE FOR SALE <box>87 278 246 329</box>
ad-body: Company name: Blanco Steel Detailing Services Pvt. Ltd. Education: B.Com. Job title: Document controller. Location: Dattagalli, Mysore. Age limit: Below 25. <box>762 1553 953 1644</box>
classified-ad <box>965 1320 1127 1516</box>
